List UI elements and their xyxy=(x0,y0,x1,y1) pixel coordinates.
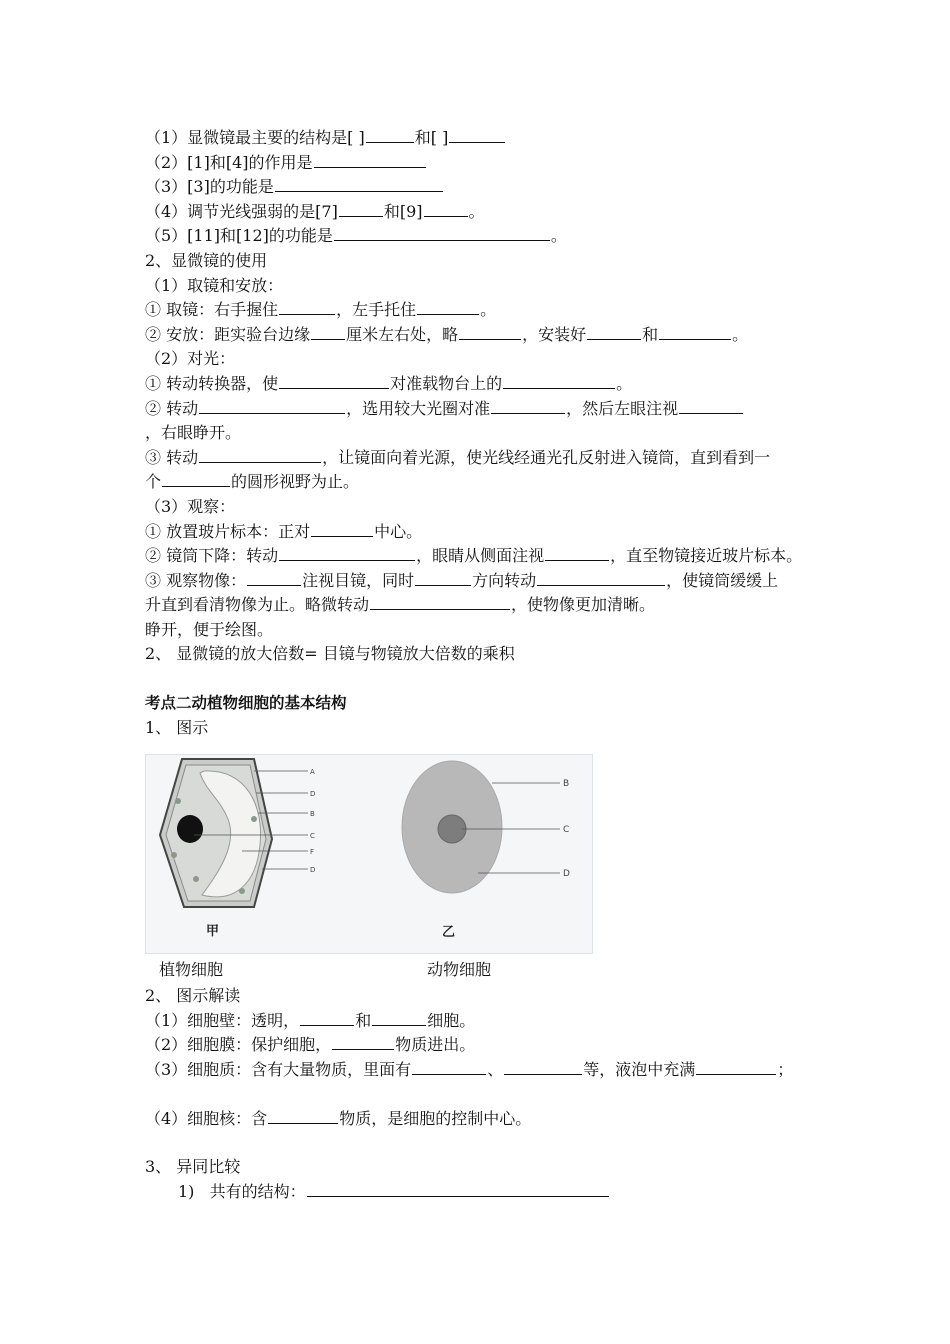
question-line xyxy=(145,470,905,495)
question-line xyxy=(145,397,905,422)
text: （2）[1]和[4]的作用是 xyxy=(145,152,313,172)
blank[interactable] xyxy=(199,397,345,414)
text: ① 放置玻片标本：正对 xyxy=(145,521,311,541)
question-line xyxy=(145,1058,905,1083)
text: 。 xyxy=(468,201,485,221)
blank[interactable] xyxy=(279,544,415,561)
text: 。 xyxy=(480,300,497,320)
text: 。 xyxy=(550,226,567,246)
question-line xyxy=(145,323,905,348)
text: ，选用较大光圈对准 xyxy=(346,398,491,418)
question-line xyxy=(145,520,905,545)
caption-plant-cell: 植物细胞 xyxy=(159,960,224,980)
text: 物质，是细胞的控制中心。 xyxy=(339,1108,532,1128)
question-line xyxy=(145,1180,905,1205)
blank[interactable] xyxy=(268,1107,338,1124)
text: 和[9] xyxy=(383,201,423,221)
blank[interactable] xyxy=(370,593,510,610)
blank[interactable] xyxy=(279,372,389,389)
chloroplast xyxy=(239,888,245,894)
blank[interactable] xyxy=(339,200,383,217)
question-line xyxy=(145,1107,905,1132)
text: （5）[11]和[12]的功能是 xyxy=(145,226,333,246)
text: 对准载物台上的 xyxy=(390,373,503,393)
blank[interactable] xyxy=(424,200,468,217)
blank[interactable] xyxy=(659,323,731,340)
blank[interactable] xyxy=(162,470,230,487)
text: 厘米左右处，略 xyxy=(346,324,459,344)
blank[interactable] xyxy=(415,569,471,586)
text: 个 xyxy=(145,472,162,492)
text: （1）细胞壁：透明， xyxy=(145,1010,300,1030)
chloroplast xyxy=(251,816,257,822)
text: 1) 共有的结构： xyxy=(178,1181,306,1201)
caption-animal-cell: 动物细胞 xyxy=(427,960,492,980)
text: ，让镜面向着光源，使光线经通光孔反射进入镜筒，直到看到一 xyxy=(322,447,771,467)
text: 细胞。 xyxy=(427,1010,476,1030)
chloroplast xyxy=(193,876,199,882)
blank[interactable] xyxy=(307,1180,609,1197)
blank[interactable] xyxy=(247,569,301,586)
sub-heading: （1）取镜和安放： xyxy=(145,275,284,295)
text: ① 转动转换器，使 xyxy=(145,373,279,393)
plant-letter-b: B xyxy=(310,810,315,819)
question-line xyxy=(145,175,905,200)
blank[interactable] xyxy=(334,224,550,241)
plant-letter-d2: D xyxy=(310,866,316,875)
question-line xyxy=(145,372,905,397)
text: ，使物像更加清晰。 xyxy=(511,595,656,615)
blank[interactable] xyxy=(503,372,615,389)
text: （2）细胞膜：保护细胞， xyxy=(145,1035,332,1055)
question-line xyxy=(145,298,905,323)
text: （4）细胞核：含 xyxy=(145,1108,268,1128)
text: ，左手托住 xyxy=(336,300,417,320)
text: ① 取镜：右手握住 xyxy=(145,300,279,320)
animal-letter-c: C xyxy=(563,825,570,836)
text: 方向转动 xyxy=(472,570,537,590)
text: 等，液泡中充满 xyxy=(583,1060,696,1080)
text: （3）[3]的功能是 xyxy=(145,177,274,197)
section-heading: 2、显微镜的使用 xyxy=(145,250,268,270)
question-line xyxy=(145,1033,905,1058)
animal-figure-label: 乙 xyxy=(442,925,456,941)
blank[interactable] xyxy=(366,126,414,143)
plant-letter-f: F xyxy=(310,848,315,857)
blank[interactable] xyxy=(275,175,443,192)
blank[interactable] xyxy=(679,397,743,414)
text: ，安装好 xyxy=(522,324,587,344)
sub-heading: （3）观察： xyxy=(145,496,236,516)
text: （1）显微镜最主要的结构是[ ] xyxy=(145,128,365,147)
animal-letter-d: D xyxy=(563,869,570,880)
blank[interactable] xyxy=(545,544,609,561)
blank[interactable] xyxy=(199,446,321,463)
blank[interactable] xyxy=(459,323,521,340)
text: （3）细胞质：含有大量物质，里面有 xyxy=(145,1060,412,1080)
section-heading: 2、 图示解读 xyxy=(145,986,241,1006)
text: ，然后左眼注视 xyxy=(566,398,679,418)
text: ，眼睛从侧面注视 xyxy=(416,546,545,566)
text: 和 xyxy=(355,1010,372,1030)
question-line: 2、 显微镜的放大倍数= 目镜与物镜放大倍数的乘积 xyxy=(145,644,515,664)
blank[interactable] xyxy=(311,323,345,340)
text: 和 xyxy=(642,324,659,344)
document-page xyxy=(145,126,905,1204)
text: （4）调节光线强弱的是[7] xyxy=(145,201,338,221)
plant-letter-c: C xyxy=(310,832,315,841)
text: 。 xyxy=(732,324,749,344)
blank[interactable] xyxy=(372,1009,426,1026)
blank[interactable] xyxy=(504,1058,582,1075)
cell-diagram-figure xyxy=(145,754,593,954)
question-line xyxy=(145,544,905,569)
text: ② 转动 xyxy=(145,398,199,418)
text: ③ 观察物像： xyxy=(145,570,247,590)
text: ② 镜筒下降：转动 xyxy=(145,546,279,566)
animal-nucleus xyxy=(438,815,466,843)
question-line xyxy=(145,200,905,225)
text: 。 xyxy=(616,373,633,393)
question-line: ，右眼睁开。 xyxy=(145,423,242,443)
sub-heading: （2）对光： xyxy=(145,349,236,369)
text: ，使镜筒缓缓上 xyxy=(666,570,779,590)
plant-letter-a: A xyxy=(310,768,315,777)
animal-letter-b: B xyxy=(563,779,570,790)
question-line: 睁开，便于绘图。 xyxy=(145,619,274,639)
text: ② 安放：距实验台边缘 xyxy=(145,324,311,344)
section-heading: 1、 图示 xyxy=(145,717,209,737)
blank[interactable] xyxy=(587,323,641,340)
blank[interactable] xyxy=(537,569,665,586)
section-heading: 3、 异同比较 xyxy=(145,1157,241,1177)
blank[interactable] xyxy=(332,1033,394,1050)
blank[interactable] xyxy=(300,1009,354,1026)
text: 物质进出。 xyxy=(395,1035,476,1055)
chloroplast xyxy=(171,852,177,858)
question-line xyxy=(145,1009,905,1034)
blank[interactable] xyxy=(412,1058,486,1075)
question-line xyxy=(145,593,905,618)
blank[interactable] xyxy=(314,151,426,168)
text: ③ 转动 xyxy=(145,447,199,467)
question-line xyxy=(145,151,905,176)
chloroplast xyxy=(175,798,181,804)
text: 升直到看清物像为止。略微转动 xyxy=(145,595,370,615)
figure-captions xyxy=(145,958,905,984)
blank[interactable] xyxy=(417,298,479,315)
question-line xyxy=(145,126,905,151)
blank[interactable] xyxy=(449,126,505,143)
text: 中心。 xyxy=(374,521,423,541)
text: ； xyxy=(777,1060,794,1080)
plant-letter-d: D xyxy=(310,790,316,799)
text: 和[ ] xyxy=(414,128,449,147)
cell-diagram xyxy=(146,755,592,953)
text: 、 xyxy=(487,1060,504,1080)
question-line xyxy=(145,446,905,471)
text: 注视目镜，同时 xyxy=(302,570,415,590)
plant-nucleus xyxy=(177,815,203,843)
blank[interactable] xyxy=(279,298,335,315)
blank[interactable] xyxy=(696,1058,776,1075)
question-line xyxy=(145,224,905,249)
question-line xyxy=(145,569,905,594)
blank[interactable] xyxy=(491,397,565,414)
text: 的圆形视野为止。 xyxy=(231,472,360,492)
blank[interactable] xyxy=(311,520,373,537)
section-title: 考点二动植物细胞的基本结构 xyxy=(145,694,347,713)
text: ，直至物镜接近玻片标本。 xyxy=(610,546,803,566)
plant-figure-label: 甲 xyxy=(206,924,220,940)
